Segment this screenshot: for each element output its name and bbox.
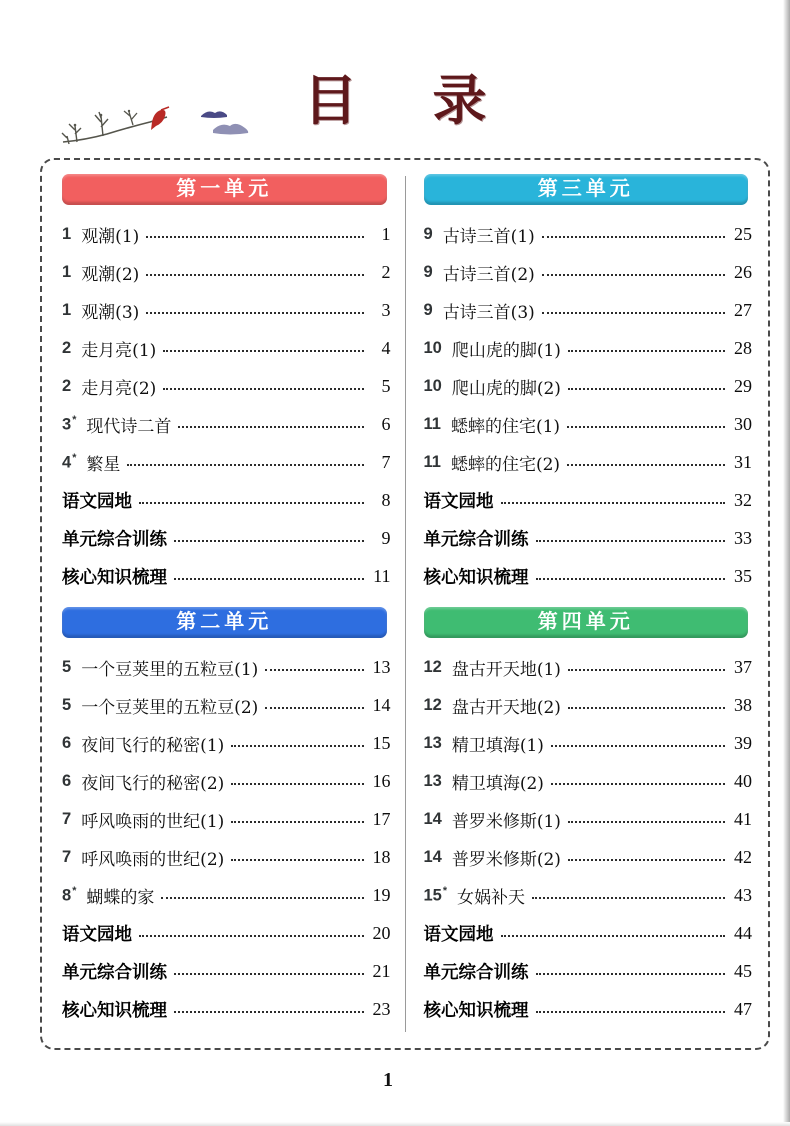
page-number: 1 <box>383 1069 393 1091</box>
lesson-number: 7 <box>62 847 72 866</box>
lesson-number: 14 <box>423 809 442 828</box>
entry-page-number: 45 <box>734 960 752 981</box>
toc-entry <box>56 876 393 914</box>
entry-page-number: 30 <box>734 413 752 434</box>
lesson-number: 1 <box>62 224 72 243</box>
entry-page-number: 3 <box>381 299 391 320</box>
lesson-number: 10 <box>423 338 442 357</box>
toc-entry <box>418 291 755 329</box>
lesson-number: 12 <box>423 657 442 676</box>
asterisk-mark: * <box>72 884 77 897</box>
entry-title: 盘古开天地(1) <box>451 659 561 680</box>
lesson-number: 9 <box>423 300 433 319</box>
page-edge-shade-bottom <box>0 1122 790 1126</box>
toc-entry <box>56 990 393 1028</box>
entry-page-number: 40 <box>734 770 752 791</box>
entry-page-number: 8 <box>381 489 391 510</box>
entry-page-number: 41 <box>734 808 752 829</box>
entry-page-number: 33 <box>734 527 752 548</box>
lesson-number: 14 <box>423 847 442 866</box>
unit-section <box>418 605 755 1028</box>
dotted-leader <box>231 744 363 747</box>
dotted-leader <box>536 577 726 580</box>
entry-title: 核心知识梳理 <box>62 999 167 1020</box>
entry-page-number: 38 <box>734 694 752 715</box>
entry-page-number: 16 <box>372 770 391 791</box>
entry-title: 走月亮(1) <box>81 340 157 361</box>
dotted-leader <box>536 972 726 975</box>
entry-title: 单元综合训练 <box>62 961 167 982</box>
entry-title: 古诗三首(1) <box>442 226 535 247</box>
dotted-leader <box>568 706 725 709</box>
toc-entry <box>56 519 393 557</box>
lesson-number: 11 <box>423 414 441 433</box>
lesson-number: 2 <box>62 376 72 395</box>
toc-entry <box>56 914 393 952</box>
toc-entry <box>418 838 755 876</box>
unit-section <box>56 605 393 1028</box>
lesson-number: 9 <box>423 262 433 281</box>
dotted-leader <box>532 896 725 899</box>
toc-entry <box>56 762 393 800</box>
asterisk-mark: * <box>442 884 448 897</box>
lesson-number: 5 <box>62 695 72 714</box>
entry-title: 语文园地 <box>62 923 132 944</box>
entry-page-number: 20 <box>372 922 391 943</box>
entry-title: 走月亮(2) <box>81 378 157 399</box>
toc-entry <box>418 990 755 1028</box>
entry-page-number: 43 <box>734 884 752 905</box>
entry-title: 语文园地 <box>62 490 132 511</box>
entry-page-number: 9 <box>381 527 391 548</box>
entry-page-number: 32 <box>734 489 752 510</box>
dotted-leader <box>231 782 363 785</box>
entry-page-number: 26 <box>734 261 752 282</box>
dotted-leader <box>146 273 363 276</box>
asterisk-mark: * <box>72 413 77 426</box>
entry-title: 观潮(2) <box>81 264 140 285</box>
entry-page-number: 31 <box>734 451 752 472</box>
toc-entry <box>56 557 393 595</box>
entry-title: 单元综合训练 <box>62 528 167 549</box>
toc-entry <box>56 329 393 367</box>
lesson-number: 1 <box>62 300 72 319</box>
entry-page-number: 5 <box>381 375 391 396</box>
dotted-leader <box>501 934 726 937</box>
toc-left-column <box>56 172 393 1036</box>
dotted-leader <box>146 311 363 314</box>
column-divider <box>405 176 406 1032</box>
toc-entry <box>418 876 755 914</box>
dotted-leader <box>139 934 364 937</box>
entry-title: 夜间飞行的秘密(2) <box>81 773 225 794</box>
entry-page-number: 39 <box>734 732 752 753</box>
entry-title: 女娲补天 <box>457 887 526 908</box>
toc-entry <box>56 291 393 329</box>
entry-title: 核心知识梳理 <box>423 566 529 587</box>
toc-entry <box>418 648 755 686</box>
toc-entry <box>56 952 393 990</box>
toc-entry <box>56 443 393 481</box>
lesson-number: 7 <box>62 809 72 828</box>
page-title: 目 录 <box>303 71 517 131</box>
entry-title: 单元综合训练 <box>423 961 529 982</box>
entry-title: 核心知识梳理 <box>423 999 529 1020</box>
entry-page-number: 15 <box>372 732 391 753</box>
dotted-leader <box>178 425 363 428</box>
toc-right-column <box>418 172 755 1036</box>
toc-entry <box>418 724 755 762</box>
entry-page-number: 14 <box>372 694 391 715</box>
entry-page-number: 7 <box>381 451 391 472</box>
entry-title: 语文园地 <box>423 490 494 511</box>
dotted-leader <box>139 501 364 504</box>
dotted-leader <box>542 273 725 276</box>
entry-page-number: 21 <box>372 960 391 981</box>
entry-title: 蝴蝶的家 <box>86 887 155 908</box>
toc-entry <box>56 253 393 291</box>
lesson-number: 3* <box>62 413 77 434</box>
unit-header: 第一单元 <box>62 174 387 205</box>
lesson-number: 4* <box>62 451 77 472</box>
toc-entry <box>418 367 755 405</box>
toc-entry <box>56 724 393 762</box>
entry-title: 古诗三首(2) <box>442 264 535 285</box>
dotted-leader <box>231 820 363 823</box>
dotted-leader <box>568 387 725 390</box>
dotted-leader <box>161 896 363 899</box>
entry-title: 夜间飞行的秘密(1) <box>81 735 225 756</box>
toc-entry <box>418 914 755 952</box>
dotted-leader <box>536 1010 726 1013</box>
branch-bird-hills-icon <box>55 100 255 150</box>
entry-title: 爬山虎的脚(2) <box>451 378 561 399</box>
entry-page-number: 19 <box>372 884 391 905</box>
entry-title: 普罗米修斯(1) <box>451 811 561 832</box>
entry-title: 蟋蟀的住宅(1) <box>450 416 561 437</box>
toc-entry <box>418 557 755 595</box>
dotted-leader <box>127 463 363 466</box>
toc-entry <box>56 838 393 876</box>
toc-content-box <box>40 158 770 1050</box>
toc-entry <box>418 762 755 800</box>
entry-title: 爬山虎的脚(1) <box>451 340 561 361</box>
lesson-number: 15* <box>423 884 448 905</box>
entry-page-number: 6 <box>381 413 391 434</box>
unit-header: 第二单元 <box>62 607 387 638</box>
dotted-leader <box>231 858 363 861</box>
toc-entry <box>418 952 755 990</box>
lesson-number: 9 <box>423 224 433 243</box>
entry-title: 语文园地 <box>423 923 494 944</box>
unit-header: 第三单元 <box>424 174 749 205</box>
dotted-leader <box>551 782 725 785</box>
entry-page-number: 29 <box>734 375 752 396</box>
unit-section <box>56 172 393 595</box>
branch-bird-decoration <box>55 100 255 150</box>
dotted-leader <box>536 539 726 542</box>
lesson-number: 6 <box>62 733 72 752</box>
dotted-leader <box>568 858 725 861</box>
lesson-number: 10 <box>423 376 442 395</box>
entry-title: 精卫填海(1) <box>451 735 544 756</box>
entry-title: 现代诗二首 <box>86 416 172 437</box>
dotted-leader <box>542 311 725 314</box>
dotted-leader <box>174 577 364 580</box>
entry-title: 普罗米修斯(2) <box>451 849 561 870</box>
entry-title: 核心知识梳理 <box>62 566 167 587</box>
entry-title: 一个豆荚里的五粒豆(2) <box>81 697 259 718</box>
entry-title: 古诗三首(3) <box>442 302 535 323</box>
toc-entry <box>56 215 393 253</box>
dotted-leader <box>501 501 726 504</box>
entry-page-number: 13 <box>372 656 391 677</box>
page-edge-shade-right <box>783 0 790 1126</box>
entry-page-number: 25 <box>734 223 752 244</box>
entry-title: 蟋蟀的住宅(2) <box>450 454 561 475</box>
toc-entry <box>418 481 755 519</box>
lesson-number: 13 <box>423 733 442 752</box>
dotted-leader <box>568 668 725 671</box>
entry-page-number: 35 <box>734 565 752 586</box>
entry-page-number: 1 <box>381 223 391 244</box>
toc-entry <box>418 519 755 557</box>
toc-entry <box>418 405 755 443</box>
toc-entry <box>418 329 755 367</box>
entry-title: 呼风唤雨的世纪(1) <box>81 811 225 832</box>
entry-page-number: 44 <box>734 922 752 943</box>
lesson-number: 11 <box>423 452 441 471</box>
toc-entry <box>56 648 393 686</box>
lesson-number: 8* <box>62 884 77 905</box>
dotted-leader <box>568 349 725 352</box>
dotted-leader <box>163 349 363 352</box>
lesson-number: 2 <box>62 338 72 357</box>
toc-entry <box>56 367 393 405</box>
entry-title: 观潮(3) <box>81 302 140 323</box>
dotted-leader <box>551 744 725 747</box>
toc-entry <box>56 800 393 838</box>
entry-title: 呼风唤雨的世纪(2) <box>81 849 225 870</box>
entry-title: 一个豆荚里的五粒豆(1) <box>81 659 259 680</box>
dotted-leader <box>567 425 725 428</box>
entry-page-number: 27 <box>734 299 752 320</box>
toc-entry <box>56 686 393 724</box>
lesson-number: 6 <box>62 771 72 790</box>
unit-header: 第四单元 <box>424 607 749 638</box>
toc-entry <box>418 443 755 481</box>
entry-page-number: 11 <box>373 565 391 586</box>
dotted-leader <box>542 235 725 238</box>
dotted-leader <box>265 706 363 709</box>
toc-entry <box>56 405 393 443</box>
asterisk-mark: * <box>72 451 77 464</box>
lesson-number: 13 <box>423 771 442 790</box>
toc-entry <box>418 686 755 724</box>
entry-page-number: 18 <box>372 846 391 867</box>
dotted-leader <box>163 387 363 390</box>
toc-entry <box>418 215 755 253</box>
toc-entry <box>418 800 755 838</box>
lesson-number: 1 <box>62 262 72 281</box>
entry-title: 盘古开天地(2) <box>451 697 561 718</box>
entry-title: 繁星 <box>86 454 121 475</box>
entry-page-number: 23 <box>372 998 391 1019</box>
dotted-leader <box>265 668 363 671</box>
unit-section <box>418 172 755 595</box>
toc-entry <box>56 481 393 519</box>
entry-title: 观潮(1) <box>81 226 140 247</box>
dotted-leader <box>567 463 725 466</box>
entry-title: 精卫填海(2) <box>451 773 544 794</box>
lesson-number: 5 <box>62 657 72 676</box>
entry-page-number: 47 <box>734 998 752 1019</box>
entry-title: 单元综合训练 <box>423 528 529 549</box>
entry-page-number: 2 <box>381 261 391 282</box>
dotted-leader <box>174 1010 364 1013</box>
dotted-leader <box>568 820 725 823</box>
entry-page-number: 37 <box>734 656 752 677</box>
entry-page-number: 17 <box>372 808 391 829</box>
entry-page-number: 28 <box>734 337 752 358</box>
toc-entry <box>418 253 755 291</box>
entry-page-number: 4 <box>381 337 391 358</box>
dotted-leader <box>146 235 363 238</box>
dotted-leader <box>174 539 364 542</box>
lesson-number: 12 <box>423 695 442 714</box>
dotted-leader <box>174 972 364 975</box>
entry-page-number: 42 <box>734 846 752 867</box>
